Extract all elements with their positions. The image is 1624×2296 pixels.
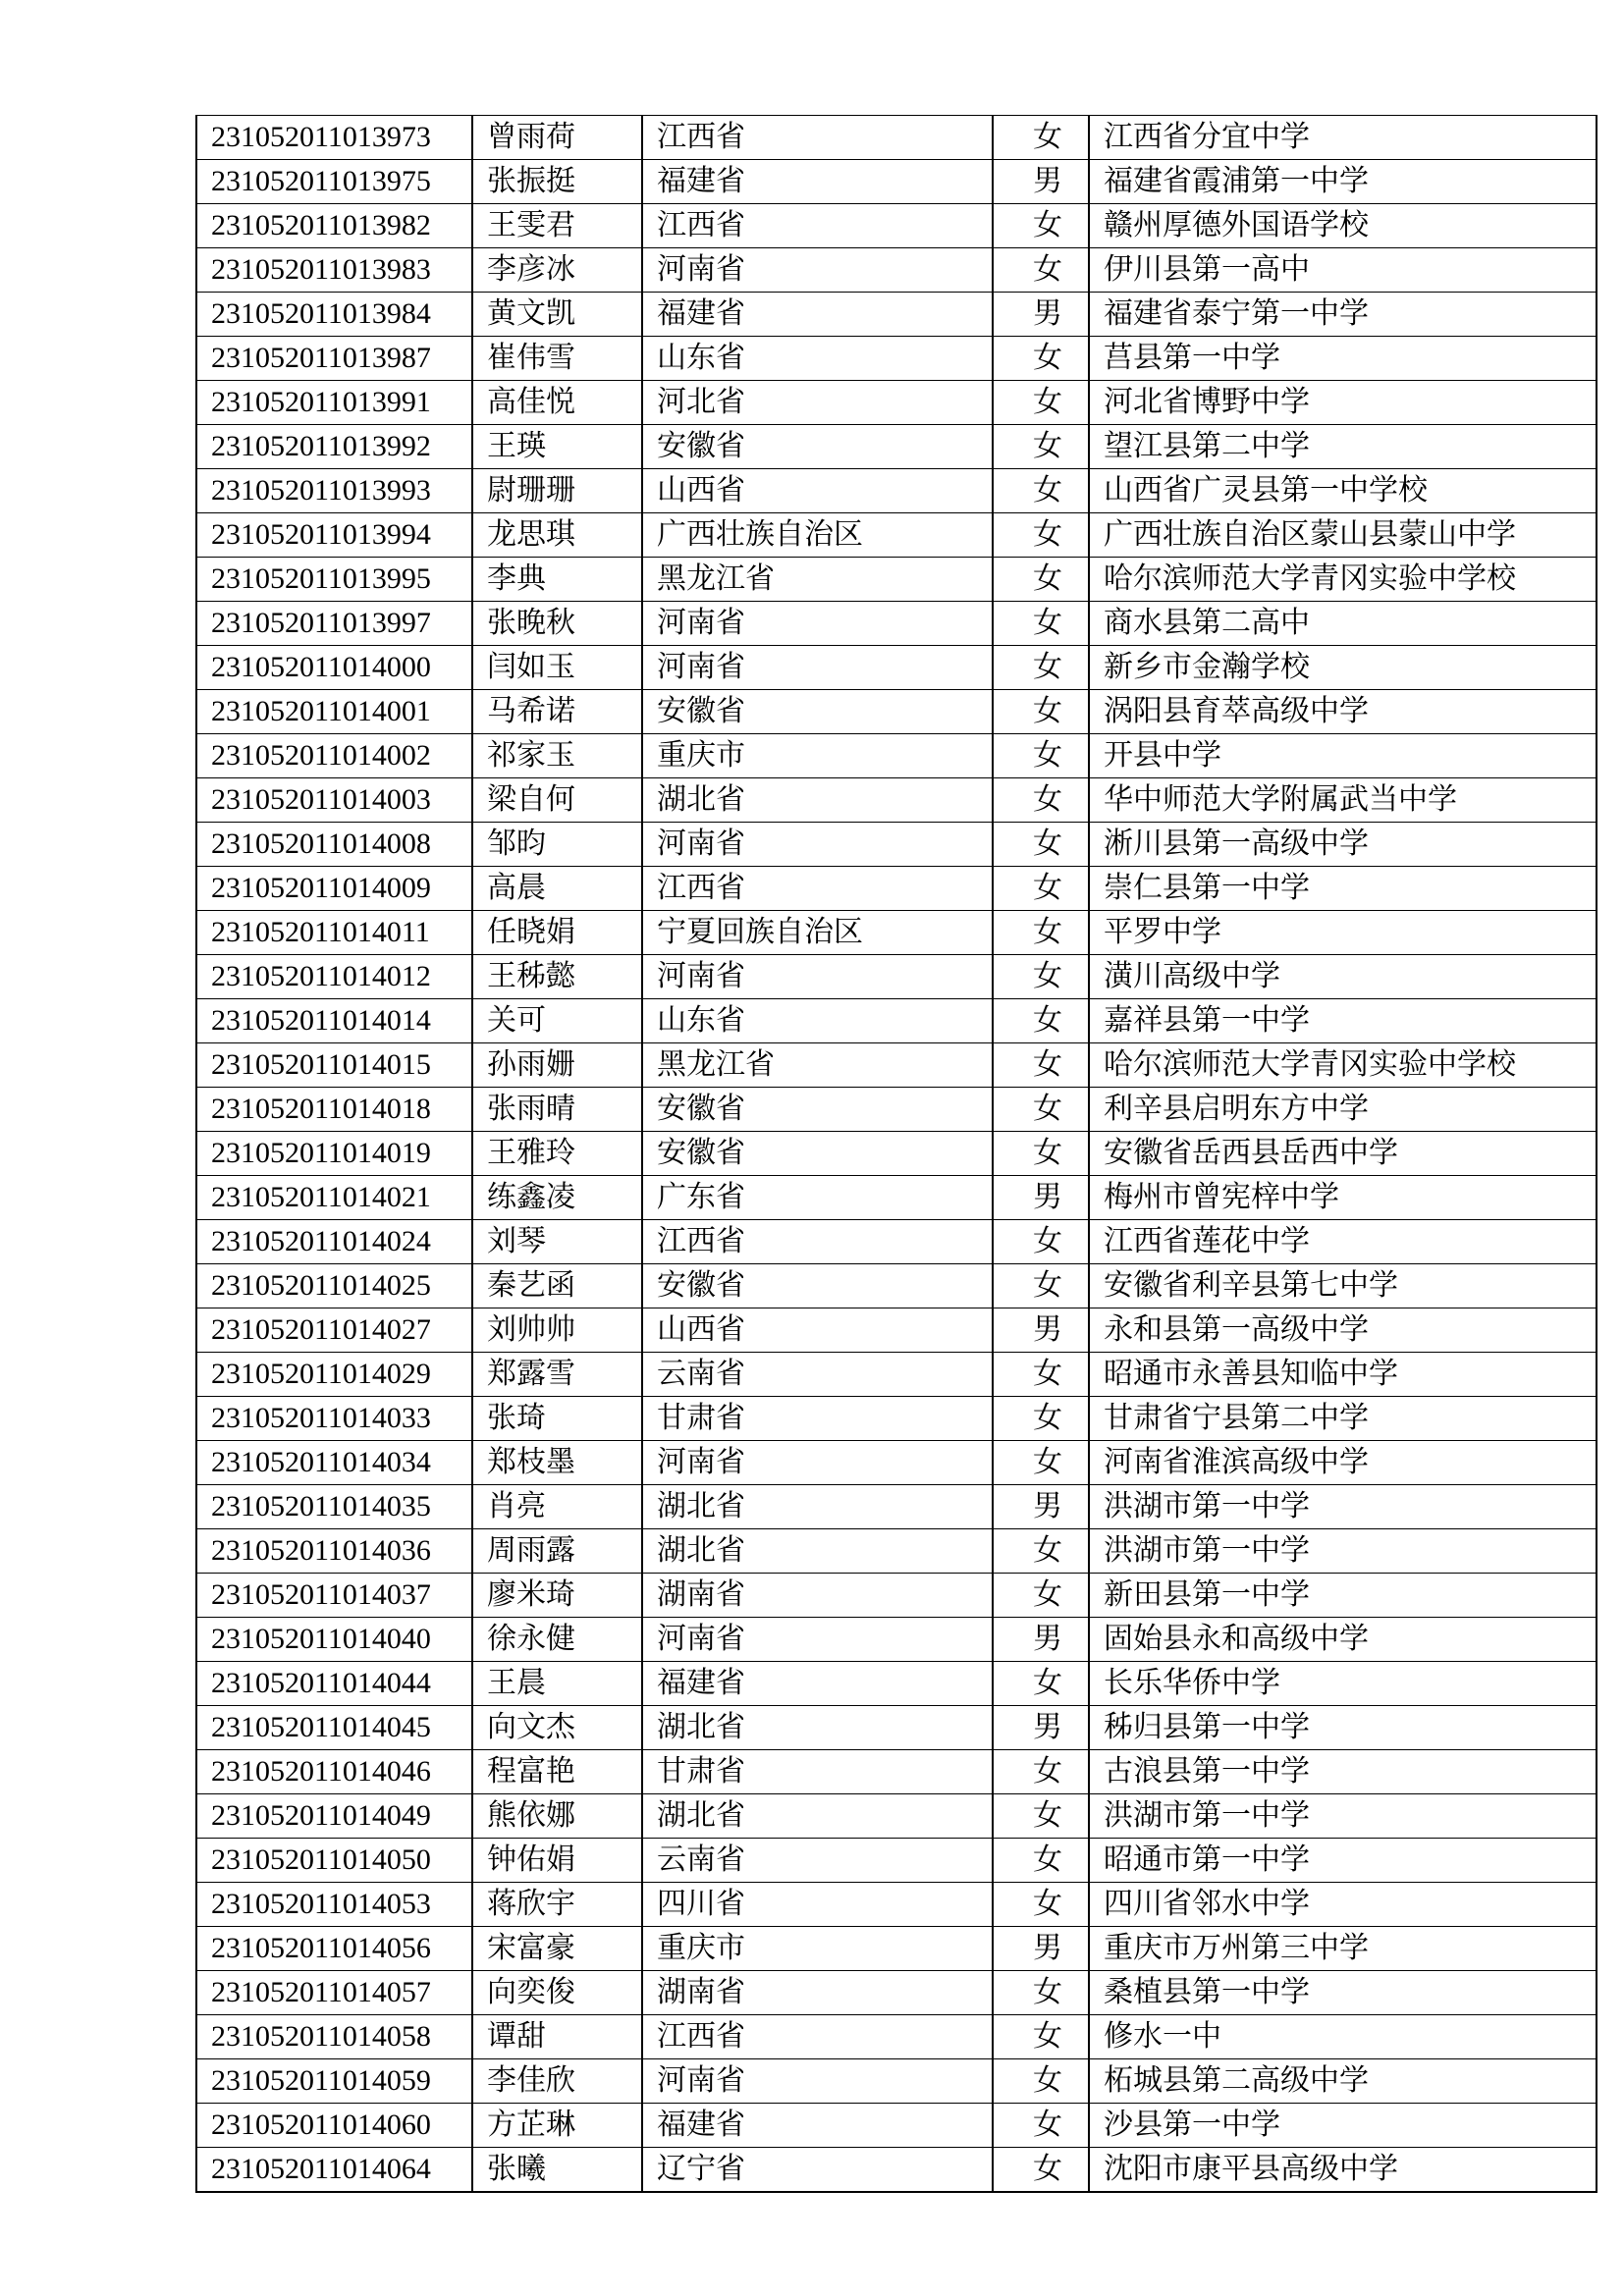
student-id-cell: 231052011013975 bbox=[196, 160, 472, 204]
table-row bbox=[196, 337, 1597, 381]
student-name-cell: 肖亮 bbox=[472, 1485, 642, 1529]
gender-cell: 男 bbox=[993, 160, 1089, 204]
student-name-cell: 王晨 bbox=[472, 1662, 642, 1706]
school-cell: 柘城县第二高级中学 bbox=[1089, 2059, 1597, 2104]
table-row bbox=[196, 513, 1597, 558]
student-roster-table bbox=[195, 115, 1597, 2193]
gender-cell: 女 bbox=[993, 248, 1089, 293]
province-cell: 河南省 bbox=[642, 248, 993, 293]
student-id-cell: 231052011013993 bbox=[196, 469, 472, 513]
gender-cell: 女 bbox=[993, 513, 1089, 558]
school-cell: 甘肃省宁县第二中学 bbox=[1089, 1397, 1597, 1441]
table-row bbox=[196, 823, 1597, 867]
student-id-cell: 231052011014040 bbox=[196, 1618, 472, 1662]
student-id-cell: 231052011014012 bbox=[196, 955, 472, 999]
school-cell: 梅州市曾宪梓中学 bbox=[1089, 1176, 1597, 1220]
student-name-cell: 马希诺 bbox=[472, 690, 642, 734]
student-id-cell: 231052011014029 bbox=[196, 1353, 472, 1397]
student-name-cell: 关可 bbox=[472, 999, 642, 1043]
school-cell: 河北省博野中学 bbox=[1089, 381, 1597, 425]
student-name-cell: 孙雨姗 bbox=[472, 1043, 642, 1088]
gender-cell: 男 bbox=[993, 293, 1089, 337]
school-cell: 平罗中学 bbox=[1089, 911, 1597, 955]
gender-cell: 女 bbox=[993, 1839, 1089, 1883]
school-cell: 固始县永和高级中学 bbox=[1089, 1618, 1597, 1662]
school-cell: 望江县第二中学 bbox=[1089, 425, 1597, 469]
student-name-cell: 王瑛 bbox=[472, 425, 642, 469]
gender-cell: 女 bbox=[993, 1529, 1089, 1574]
table-row bbox=[196, 160, 1597, 204]
table-row bbox=[196, 1839, 1597, 1883]
gender-cell: 女 bbox=[993, 337, 1089, 381]
gender-cell: 男 bbox=[993, 1485, 1089, 1529]
table-row bbox=[196, 999, 1597, 1043]
table-row bbox=[196, 248, 1597, 293]
school-cell: 商水县第二高中 bbox=[1089, 602, 1597, 646]
table-row bbox=[196, 469, 1597, 513]
province-cell: 甘肃省 bbox=[642, 1397, 993, 1441]
table-row bbox=[196, 1618, 1597, 1662]
school-cell: 哈尔滨师范大学青冈实验中学校 bbox=[1089, 558, 1597, 602]
student-name-cell: 王雅玲 bbox=[472, 1132, 642, 1176]
province-cell: 重庆市 bbox=[642, 1927, 993, 1971]
gender-cell: 女 bbox=[993, 2015, 1089, 2059]
school-cell: 江西省分宜中学 bbox=[1089, 116, 1597, 160]
student-id-cell: 231052011014024 bbox=[196, 1220, 472, 1264]
table-row bbox=[196, 1574, 1597, 1618]
province-cell: 河南省 bbox=[642, 2059, 993, 2104]
student-id-cell: 231052011014045 bbox=[196, 1706, 472, 1750]
gender-cell: 女 bbox=[993, 204, 1089, 248]
student-id-cell: 231052011014015 bbox=[196, 1043, 472, 1088]
table-row bbox=[196, 1220, 1597, 1264]
school-cell: 广西壮族自治区蒙山县蒙山中学 bbox=[1089, 513, 1597, 558]
province-cell: 湖北省 bbox=[642, 1794, 993, 1839]
province-cell: 江西省 bbox=[642, 116, 993, 160]
student-id-cell: 231052011014003 bbox=[196, 778, 472, 823]
province-cell: 湖北省 bbox=[642, 778, 993, 823]
student-id-cell: 231052011014050 bbox=[196, 1839, 472, 1883]
table-row bbox=[196, 2104, 1597, 2148]
table-row bbox=[196, 1043, 1597, 1088]
school-cell: 山西省广灵县第一中学校 bbox=[1089, 469, 1597, 513]
gender-cell: 男 bbox=[993, 1308, 1089, 1353]
gender-cell: 女 bbox=[993, 690, 1089, 734]
student-id-cell: 231052011014025 bbox=[196, 1264, 472, 1308]
gender-cell: 女 bbox=[993, 1397, 1089, 1441]
gender-cell: 女 bbox=[993, 646, 1089, 690]
student-name-cell: 熊依娜 bbox=[472, 1794, 642, 1839]
gender-cell: 女 bbox=[993, 1220, 1089, 1264]
student-id-cell: 231052011014019 bbox=[196, 1132, 472, 1176]
school-cell: 崇仁县第一中学 bbox=[1089, 867, 1597, 911]
gender-cell: 女 bbox=[993, 602, 1089, 646]
province-cell: 福建省 bbox=[642, 1662, 993, 1706]
student-id-cell: 231052011014037 bbox=[196, 1574, 472, 1618]
student-name-cell: 向文杰 bbox=[472, 1706, 642, 1750]
student-name-cell: 李彦冰 bbox=[472, 248, 642, 293]
roster-body bbox=[196, 116, 1597, 2193]
student-id-cell: 231052011014053 bbox=[196, 1883, 472, 1927]
gender-cell: 女 bbox=[993, 1441, 1089, 1485]
table-row bbox=[196, 2015, 1597, 2059]
student-name-cell: 张雨晴 bbox=[472, 1088, 642, 1132]
school-cell: 河南省淮滨高级中学 bbox=[1089, 1441, 1597, 1485]
student-name-cell: 王雯君 bbox=[472, 204, 642, 248]
school-cell: 洪湖市第一中学 bbox=[1089, 1794, 1597, 1839]
student-id-cell: 231052011014008 bbox=[196, 823, 472, 867]
school-cell: 嘉祥县第一中学 bbox=[1089, 999, 1597, 1043]
student-name-cell: 周雨露 bbox=[472, 1529, 642, 1574]
province-cell: 山东省 bbox=[642, 999, 993, 1043]
province-cell: 重庆市 bbox=[642, 734, 993, 778]
student-id-cell: 231052011014000 bbox=[196, 646, 472, 690]
table-row bbox=[196, 1264, 1597, 1308]
school-cell: 伊川县第一高中 bbox=[1089, 248, 1597, 293]
student-name-cell: 高佳悦 bbox=[472, 381, 642, 425]
gender-cell: 女 bbox=[993, 911, 1089, 955]
province-cell: 宁夏回族自治区 bbox=[642, 911, 993, 955]
province-cell: 山东省 bbox=[642, 337, 993, 381]
student-id-cell: 231052011014034 bbox=[196, 1441, 472, 1485]
gender-cell: 女 bbox=[993, 999, 1089, 1043]
student-id-cell: 231052011014060 bbox=[196, 2104, 472, 2148]
table-row bbox=[196, 1485, 1597, 1529]
student-id-cell: 231052011014058 bbox=[196, 2015, 472, 2059]
province-cell: 河南省 bbox=[642, 955, 993, 999]
province-cell: 湖南省 bbox=[642, 1574, 993, 1618]
gender-cell: 女 bbox=[993, 823, 1089, 867]
province-cell: 安徽省 bbox=[642, 1132, 993, 1176]
student-name-cell: 刘琴 bbox=[472, 1220, 642, 1264]
student-name-cell: 张曦 bbox=[472, 2148, 642, 2193]
table-row bbox=[196, 1088, 1597, 1132]
gender-cell: 女 bbox=[993, 558, 1089, 602]
gender-cell: 女 bbox=[993, 381, 1089, 425]
province-cell: 福建省 bbox=[642, 2104, 993, 2148]
table-row bbox=[196, 602, 1597, 646]
table-row bbox=[196, 293, 1597, 337]
province-cell: 安徽省 bbox=[642, 690, 993, 734]
school-cell: 古浪县第一中学 bbox=[1089, 1750, 1597, 1794]
gender-cell: 女 bbox=[993, 1043, 1089, 1088]
student-name-cell: 张振挺 bbox=[472, 160, 642, 204]
province-cell: 河南省 bbox=[642, 1441, 993, 1485]
school-cell: 淅川县第一高级中学 bbox=[1089, 823, 1597, 867]
school-cell: 江西省莲花中学 bbox=[1089, 1220, 1597, 1264]
province-cell: 河北省 bbox=[642, 381, 993, 425]
student-name-cell: 徐永健 bbox=[472, 1618, 642, 1662]
province-cell: 安徽省 bbox=[642, 425, 993, 469]
province-cell: 湖南省 bbox=[642, 1971, 993, 2015]
gender-cell: 女 bbox=[993, 955, 1089, 999]
student-id-cell: 231052011013992 bbox=[196, 425, 472, 469]
province-cell: 安徽省 bbox=[642, 1088, 993, 1132]
student-name-cell: 刘帅帅 bbox=[472, 1308, 642, 1353]
student-id-cell: 231052011014027 bbox=[196, 1308, 472, 1353]
student-name-cell: 郑枝墨 bbox=[472, 1441, 642, 1485]
province-cell: 湖北省 bbox=[642, 1529, 993, 1574]
table-row bbox=[196, 116, 1597, 160]
table-row bbox=[196, 955, 1597, 999]
school-cell: 永和县第一高级中学 bbox=[1089, 1308, 1597, 1353]
table-row bbox=[196, 2059, 1597, 2104]
gender-cell: 女 bbox=[993, 1794, 1089, 1839]
table-row bbox=[196, 1353, 1597, 1397]
student-id-cell: 231052011014044 bbox=[196, 1662, 472, 1706]
table-row bbox=[196, 778, 1597, 823]
student-name-cell: 李典 bbox=[472, 558, 642, 602]
school-cell: 昭通市永善县知临中学 bbox=[1089, 1353, 1597, 1397]
student-name-cell: 谭甜 bbox=[472, 2015, 642, 2059]
school-cell: 新田县第一中学 bbox=[1089, 1574, 1597, 1618]
province-cell: 河南省 bbox=[642, 602, 993, 646]
table-row bbox=[196, 1927, 1597, 1971]
student-id-cell: 231052011014002 bbox=[196, 734, 472, 778]
gender-cell: 女 bbox=[993, 1883, 1089, 1927]
student-id-cell: 231052011014064 bbox=[196, 2148, 472, 2193]
province-cell: 山西省 bbox=[642, 469, 993, 513]
school-cell: 利辛县启明东方中学 bbox=[1089, 1088, 1597, 1132]
gender-cell: 女 bbox=[993, 1574, 1089, 1618]
province-cell: 江西省 bbox=[642, 867, 993, 911]
student-name-cell: 练鑫凌 bbox=[472, 1176, 642, 1220]
gender-cell: 女 bbox=[993, 1662, 1089, 1706]
province-cell: 甘肃省 bbox=[642, 1750, 993, 1794]
gender-cell: 女 bbox=[993, 1088, 1089, 1132]
student-name-cell: 黄文凯 bbox=[472, 293, 642, 337]
gender-cell: 女 bbox=[993, 1264, 1089, 1308]
school-cell: 沈阳市康平县高级中学 bbox=[1089, 2148, 1597, 2193]
table-row bbox=[196, 690, 1597, 734]
school-cell: 安徽省岳西县岳西中学 bbox=[1089, 1132, 1597, 1176]
student-name-cell: 廖米琦 bbox=[472, 1574, 642, 1618]
student-name-cell: 程富艳 bbox=[472, 1750, 642, 1794]
table-row bbox=[196, 734, 1597, 778]
gender-cell: 女 bbox=[993, 734, 1089, 778]
table-row bbox=[196, 1397, 1597, 1441]
table-row bbox=[196, 425, 1597, 469]
school-cell: 沙县第一中学 bbox=[1089, 2104, 1597, 2148]
gender-cell: 女 bbox=[993, 1132, 1089, 1176]
table-row bbox=[196, 1441, 1597, 1485]
province-cell: 辽宁省 bbox=[642, 2148, 993, 2193]
student-id-cell: 231052011013973 bbox=[196, 116, 472, 160]
student-id-cell: 231052011013984 bbox=[196, 293, 472, 337]
province-cell: 云南省 bbox=[642, 1839, 993, 1883]
student-name-cell: 张琦 bbox=[472, 1397, 642, 1441]
student-id-cell: 231052011014057 bbox=[196, 1971, 472, 2015]
student-name-cell: 张晚秋 bbox=[472, 602, 642, 646]
school-cell: 昭通市第一中学 bbox=[1089, 1839, 1597, 1883]
table-row bbox=[196, 1132, 1597, 1176]
province-cell: 江西省 bbox=[642, 1220, 993, 1264]
province-cell: 安徽省 bbox=[642, 1264, 993, 1308]
province-cell: 福建省 bbox=[642, 160, 993, 204]
school-cell: 洪湖市第一中学 bbox=[1089, 1485, 1597, 1529]
school-cell: 莒县第一中学 bbox=[1089, 337, 1597, 381]
table-row bbox=[196, 558, 1597, 602]
table-row bbox=[196, 1529, 1597, 1574]
gender-cell: 女 bbox=[993, 2148, 1089, 2193]
school-cell: 四川省邻水中学 bbox=[1089, 1883, 1597, 1927]
gender-cell: 女 bbox=[993, 867, 1089, 911]
school-cell: 新乡市金瀚学校 bbox=[1089, 646, 1597, 690]
student-name-cell: 崔伟雪 bbox=[472, 337, 642, 381]
gender-cell: 女 bbox=[993, 2059, 1089, 2104]
gender-cell: 女 bbox=[993, 469, 1089, 513]
student-id-cell: 231052011014046 bbox=[196, 1750, 472, 1794]
school-cell: 开县中学 bbox=[1089, 734, 1597, 778]
school-cell: 桑植县第一中学 bbox=[1089, 1971, 1597, 2015]
table-row bbox=[196, 2148, 1597, 2193]
student-name-cell: 梁自何 bbox=[472, 778, 642, 823]
table-row bbox=[196, 1706, 1597, 1750]
school-cell: 涡阳县育萃高级中学 bbox=[1089, 690, 1597, 734]
province-cell: 河南省 bbox=[642, 646, 993, 690]
student-id-cell: 231052011014018 bbox=[196, 1088, 472, 1132]
student-id-cell: 231052011014009 bbox=[196, 867, 472, 911]
province-cell: 广东省 bbox=[642, 1176, 993, 1220]
student-name-cell: 高晨 bbox=[472, 867, 642, 911]
province-cell: 湖北省 bbox=[642, 1485, 993, 1529]
table-row bbox=[196, 867, 1597, 911]
student-name-cell: 钟佑娟 bbox=[472, 1839, 642, 1883]
gender-cell: 女 bbox=[993, 778, 1089, 823]
province-cell: 云南省 bbox=[642, 1353, 993, 1397]
province-cell: 广西壮族自治区 bbox=[642, 513, 993, 558]
student-name-cell: 李佳欣 bbox=[472, 2059, 642, 2104]
student-name-cell: 曾雨荷 bbox=[472, 116, 642, 160]
student-name-cell: 闫如玉 bbox=[472, 646, 642, 690]
province-cell: 湖北省 bbox=[642, 1706, 993, 1750]
student-name-cell: 邹昀 bbox=[472, 823, 642, 867]
gender-cell: 男 bbox=[993, 1927, 1089, 1971]
table-row bbox=[196, 1971, 1597, 2015]
gender-cell: 男 bbox=[993, 1618, 1089, 1662]
school-cell: 洪湖市第一中学 bbox=[1089, 1529, 1597, 1574]
province-cell: 黑龙江省 bbox=[642, 558, 993, 602]
student-id-cell: 231052011014056 bbox=[196, 1927, 472, 1971]
gender-cell: 女 bbox=[993, 116, 1089, 160]
student-id-cell: 231052011013983 bbox=[196, 248, 472, 293]
table-row bbox=[196, 646, 1597, 690]
school-cell: 修水一中 bbox=[1089, 2015, 1597, 2059]
student-name-cell: 向奕俊 bbox=[472, 1971, 642, 2015]
gender-cell: 女 bbox=[993, 425, 1089, 469]
student-id-cell: 231052011014011 bbox=[196, 911, 472, 955]
student-id-cell: 231052011013994 bbox=[196, 513, 472, 558]
table-row bbox=[196, 204, 1597, 248]
school-cell: 福建省霞浦第一中学 bbox=[1089, 160, 1597, 204]
province-cell: 河南省 bbox=[642, 1618, 993, 1662]
student-name-cell: 祁家玉 bbox=[472, 734, 642, 778]
school-cell: 秭归县第一中学 bbox=[1089, 1706, 1597, 1750]
table-row bbox=[196, 1883, 1597, 1927]
student-id-cell: 231052011014001 bbox=[196, 690, 472, 734]
student-id-cell: 231052011013995 bbox=[196, 558, 472, 602]
student-name-cell: 龙思琪 bbox=[472, 513, 642, 558]
gender-cell: 女 bbox=[993, 1353, 1089, 1397]
student-name-cell: 任晓娟 bbox=[472, 911, 642, 955]
student-id-cell: 231052011014014 bbox=[196, 999, 472, 1043]
student-id-cell: 231052011014036 bbox=[196, 1529, 472, 1574]
student-name-cell: 郑露雪 bbox=[472, 1353, 642, 1397]
gender-cell: 女 bbox=[993, 2104, 1089, 2148]
school-cell: 长乐华侨中学 bbox=[1089, 1662, 1597, 1706]
gender-cell: 男 bbox=[993, 1706, 1089, 1750]
gender-cell: 男 bbox=[993, 1176, 1089, 1220]
province-cell: 福建省 bbox=[642, 293, 993, 337]
student-name-cell: 蒋欣宇 bbox=[472, 1883, 642, 1927]
table-row bbox=[196, 911, 1597, 955]
table-row bbox=[196, 1176, 1597, 1220]
school-cell: 潢川高级中学 bbox=[1089, 955, 1597, 999]
province-cell: 黑龙江省 bbox=[642, 1043, 993, 1088]
school-cell: 赣州厚德外国语学校 bbox=[1089, 204, 1597, 248]
student-name-cell: 宋富豪 bbox=[472, 1927, 642, 1971]
table-row bbox=[196, 381, 1597, 425]
gender-cell: 女 bbox=[993, 1750, 1089, 1794]
student-id-cell: 231052011014049 bbox=[196, 1794, 472, 1839]
student-id-cell: 231052011013997 bbox=[196, 602, 472, 646]
student-name-cell: 尉珊珊 bbox=[472, 469, 642, 513]
school-cell: 华中师范大学附属武当中学 bbox=[1089, 778, 1597, 823]
student-id-cell: 231052011013982 bbox=[196, 204, 472, 248]
province-cell: 河南省 bbox=[642, 823, 993, 867]
student-id-cell: 231052011013991 bbox=[196, 381, 472, 425]
student-id-cell: 231052011014035 bbox=[196, 1485, 472, 1529]
school-cell: 重庆市万州第三中学 bbox=[1089, 1927, 1597, 1971]
student-id-cell: 231052011013987 bbox=[196, 337, 472, 381]
province-cell: 四川省 bbox=[642, 1883, 993, 1927]
table-row bbox=[196, 1662, 1597, 1706]
student-name-cell: 方芷琳 bbox=[472, 2104, 642, 2148]
student-id-cell: 231052011014021 bbox=[196, 1176, 472, 1220]
school-cell: 安徽省利辛县第七中学 bbox=[1089, 1264, 1597, 1308]
school-cell: 福建省泰宁第一中学 bbox=[1089, 293, 1597, 337]
student-name-cell: 王秭懿 bbox=[472, 955, 642, 999]
student-name-cell: 秦艺函 bbox=[472, 1264, 642, 1308]
table-row bbox=[196, 1794, 1597, 1839]
school-cell: 哈尔滨师范大学青冈实验中学校 bbox=[1089, 1043, 1597, 1088]
gender-cell: 女 bbox=[993, 1971, 1089, 2015]
province-cell: 江西省 bbox=[642, 2015, 993, 2059]
student-id-cell: 231052011014059 bbox=[196, 2059, 472, 2104]
student-id-cell: 231052011014033 bbox=[196, 1397, 472, 1441]
province-cell: 山西省 bbox=[642, 1308, 993, 1353]
table-row bbox=[196, 1308, 1597, 1353]
table-row bbox=[196, 1750, 1597, 1794]
province-cell: 江西省 bbox=[642, 204, 993, 248]
